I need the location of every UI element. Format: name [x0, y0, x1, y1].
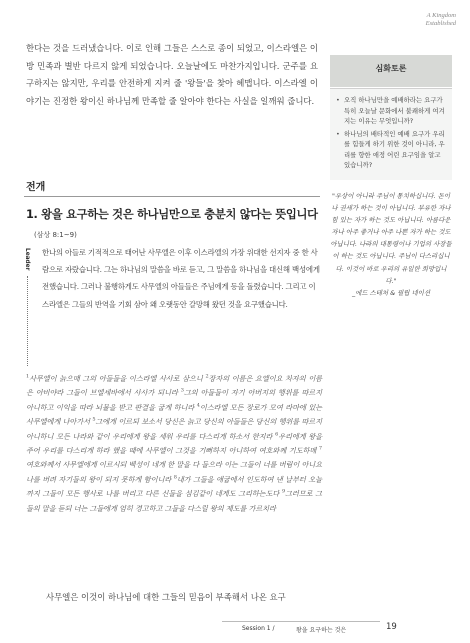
verse-number: 4	[196, 402, 200, 409]
leader-text: 한나의 아들로 기적적으로 태어난 사무엘은 이후 이스라엘의 가장 위대한 선지자 중 한 사람으로 자랐습니다. 그는 하나님의 말씀을 바로 듣고, 그 말씀을 하나님을 대신해 백성에게 전했습니다. 그러나 불행하게도 사무엘의 아들들은 주님에게 등을 돌렸습니다. 그리고 이스라엘은 그들의 반역을 기회 삼아 왜 오랫동안 갈망해 왔던 것을 요구했습니다.	[42, 248, 320, 309]
closing-paragraph: 사무엘은 이것이 하나님에 대한 그들의 믿음이 부족해서 나온 요구	[46, 592, 286, 602]
verse-text: 우리에게 왕을 주어 우리를 다스리게 하라 했을 때에 사무엘이 그것을 기뻐하지 아니하여 여호와께 기도하매	[26, 431, 323, 456]
page-number: 19	[386, 622, 397, 632]
pull-quote	[330, 190, 452, 299]
quote-attribution: _에드 스테처 & 필립 네이션	[351, 288, 431, 297]
footer-rule	[222, 621, 380, 622]
footer-session: Session 1 /	[242, 625, 275, 632]
brand-line-2: Established	[425, 20, 456, 27]
verse-text: 그의 아들들이 자기 아버지의 행위를 따르지 아니하고 이익을 따라 뇌물을 받고 판결을 굽게 하니라	[26, 388, 322, 412]
point-heading: 1. 왕을 요구하는 것은 하나님만으로 충분치 않다는 뜻입니다	[26, 208, 318, 221]
discussion-sidebar	[330, 88, 452, 180]
verse-text: 그에게 이르되 보소서 당신은 늙고 당신의 아들들은 당신의 행위를 따르지 아니하니 모든 나라와 같이 우리에게 왕을 세워 우리를 다스리게 하소서 한지라	[26, 417, 322, 441]
verse-text: 장자의 이름은 요엘이요 차자의 이름은 아비야라 그들이 브엘세바에서 사사가 되니라	[26, 374, 323, 398]
verse-number: 6	[275, 431, 279, 438]
quote-text: "우상이 아니라 주님이 통치하십니다. 돈이나 권세가 하는 것이 아닙니다. 부유한 자나 힘 있는 자가 하는 것도 아닙니다. 아름다운 자나 아주 좋거나 아주 나쁜 자가 하는 것도 아닙니다. 나라의 대통령이나 기업의 사장들이 하는 것도 아닙니다. 주님이 다스리십니다. 이것이 바로 우리의 유일한 희망입니다."	[330, 192, 452, 285]
leader-label: Leader	[24, 248, 30, 271]
verse-number: 3	[180, 388, 184, 395]
verse-number: 1	[26, 373, 30, 380]
verse-number: 8	[173, 474, 177, 481]
verse-number: 7	[318, 445, 322, 452]
verse-text: 그러므로 그들의 말을 듣되 너는 그들에게 엄히 경고하고 그들을 다스릴 왕의 제도를 가르치라	[26, 489, 323, 513]
leader-dotted-line	[27, 276, 28, 366]
scripture-reference: (삼상 8:1~9)	[34, 231, 77, 239]
discussion-item: • 오직 하나님만을 예배하라는 요구가 특히 오늘날 문화에서 불쾌하게 여겨지는 이유는 무엇입니까?	[336, 95, 446, 127]
verse-number: 9	[281, 488, 286, 495]
footer-title: 왕을 요구하는 것은	[296, 627, 347, 634]
verse-text: 사무엘이 늙으매 그의 아들들을 이스라엘 사사로 삼으니	[29, 374, 206, 383]
brand-line-1: A Kingdom	[426, 12, 456, 19]
verse-text: 이스라엘 모든 장로가 모여 라마에 있는 사무엘에게 나아가서	[26, 402, 323, 427]
intro-paragraph: 한다는 것을 드러냈습니다. 이로 인해 그들은 스스로 종이 되었고, 이스라엘은 이방 민족과 별반 다르지 않게 되었습니다. 오늘날에도 마찬가지입니다. 군주를 요구하지는 않지만, 우리를 안전하게 지켜 줄 '왕들'을 찾아 헤맵니다. 이스라엘 이야기는 진정한 왕이신 하나님께 만족할 줄 알아야 한다는 사실을 일깨워 줍니다.	[26, 43, 318, 106]
verse-number: 2	[205, 373, 209, 380]
section-divider	[24, 196, 320, 197]
section-label: 전개	[26, 182, 46, 193]
verse-text: 여호와께서 사무엘에게 이르시되 백성이 네게 한 말을 다 들으라 이는 그들이 너를 버림이 아니요 나를 버려 자기들의 왕이 되지 못하게 함이니라	[26, 460, 322, 484]
sidebar-title: 심화토론	[375, 64, 407, 73]
verse-number: 5	[92, 416, 96, 423]
discussion-list	[330, 89, 452, 171]
discussion-item: • 하나님의 배타적인 예배 요구가 우리를 힘들게 하기 위한 것이 아니라, 우리를 향한 애정 어린 요구임을 알고 있습니까?	[336, 129, 446, 171]
verse-text: 내가 그들을 애굽에서 인도하여 낸 날부터 오늘까지 그들이 모든 행사로 나를 버리고 다른 신들을 섬김같이 네게도 그리하는도다	[26, 474, 322, 499]
brand-header	[426, 12, 456, 28]
scripture-passage	[26, 372, 322, 516]
